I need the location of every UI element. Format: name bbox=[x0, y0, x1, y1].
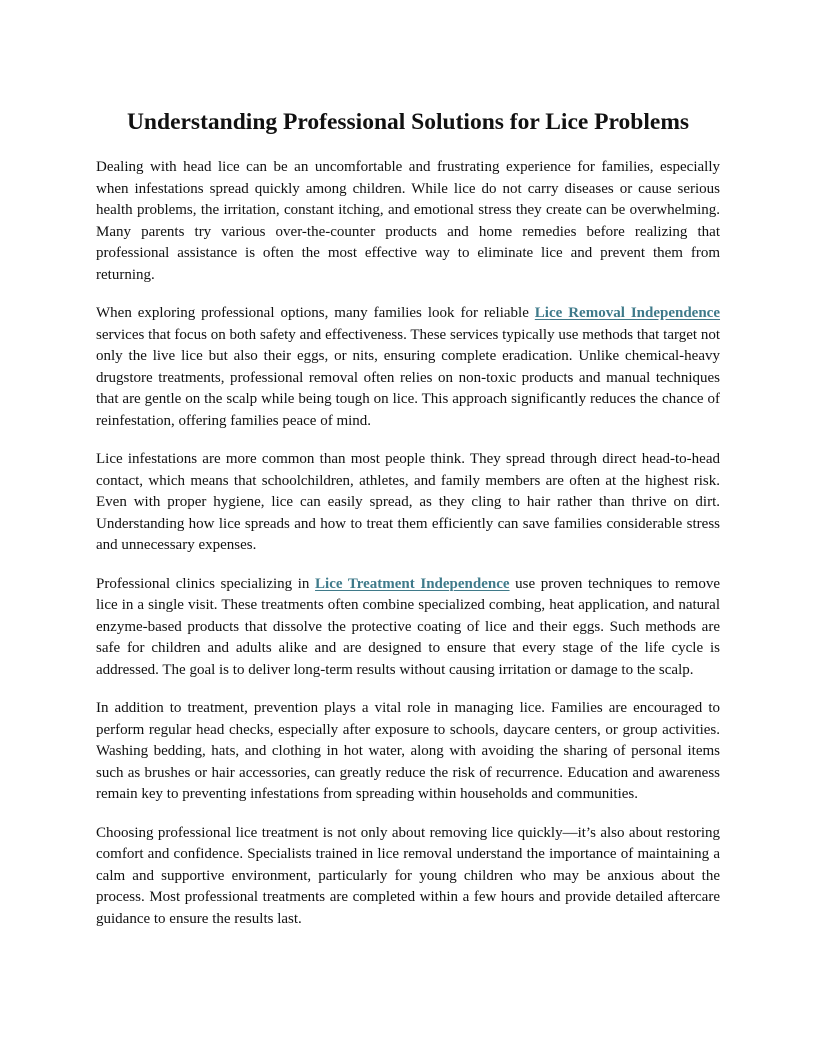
page-title: Understanding Professional Solutions for Lice Problems bbox=[126, 109, 690, 135]
paragraph-infestation-spread: Lice infestations are more common than most people think. They spread through direct head-to-head contact, which means that schoolchildren, athletes, and family members are often at the highest risk. Even with proper hygiene, lice can easily spread, as they cling to hair rather than thrive on dirt. Understanding how lice spreads and how to treat them efficiently can save families considerable stress and unnecessary expenses. bbox=[96, 451, 720, 553]
lice-treatment-independence-link[interactable]: Lice Treatment Independence bbox=[315, 575, 510, 592]
document-page bbox=[96, 0, 720, 930]
paragraph-conclusion: Choosing professional lice treatment is not only about removing lice quickly—it’s also about restoring comfort and confidence. Specialists trained in lice removal understand the importance of maintaining a calm and supportive environment, particularly for young children who may be anxious about the process. Most professional treatments are completed within a few hours and provide detailed aftercare guidance to ensure the results last. bbox=[96, 824, 720, 927]
paragraph-text: Professional clinics specializing in bbox=[96, 575, 316, 592]
paragraph-clinics bbox=[96, 574, 720, 682]
paragraph-removal-services bbox=[96, 303, 720, 432]
paragraph-text: use proven techniques to remove lice in a single visit. These treatments often combine specialized combing, heat application, and natural enzyme-based products that dissolve the protective coating of lice and their eggs. Such methods are safe for children and adults alike and are designed to ensure that every stage of the life cycle is addressed. The goal is to deliver long-term results without causing irritation or damage to the scalp. bbox=[96, 575, 720, 678]
paragraph-prevention: In addition to treatment, prevention plays a vital role in managing lice. Families are encouraged to perform regular head checks, especially after exposure to schools, daycare centers, or group activities. Washing bedding, hats, and clothing in hot water, along with avoiding the sharing of personal items such as brushes or hair accessories, can greatly reduce the risk of recurrence. Education and awareness remain key to preventing infestations from spreading within households and communities. bbox=[96, 700, 720, 802]
lice-removal-independence-link[interactable]: Lice Removal Independence bbox=[534, 305, 721, 321]
paragraph-text: services that focus on both safety and effectiveness. These services typically use methods that target not only the live lice but also their eggs, or nits, ensuring complete eradication. Unlike chemical-heavy drugstore treatments, professional removal often relies on non-toxic products and manual techniques that are gentle on the scalp while being tough on lice. This approach significantly reduces the chance of reinfestation, offering families peace of mind. bbox=[96, 326, 720, 429]
paragraph-text: When exploring professional options, many families look for reliable bbox=[96, 305, 535, 321]
paragraph-intro: Dealing with head lice can be an uncomfortable and frustrating experience for families, especially when infestations spread quickly among children. While lice do not carry diseases or cause serious health problems, the irritation, constant itching, and emotional stress they create can be overwhelming. Many parents try various over-the-counter products and home remedies before realizing that professional assistance is often the most effective way to eliminate lice and prevent them from returning. bbox=[96, 159, 720, 283]
